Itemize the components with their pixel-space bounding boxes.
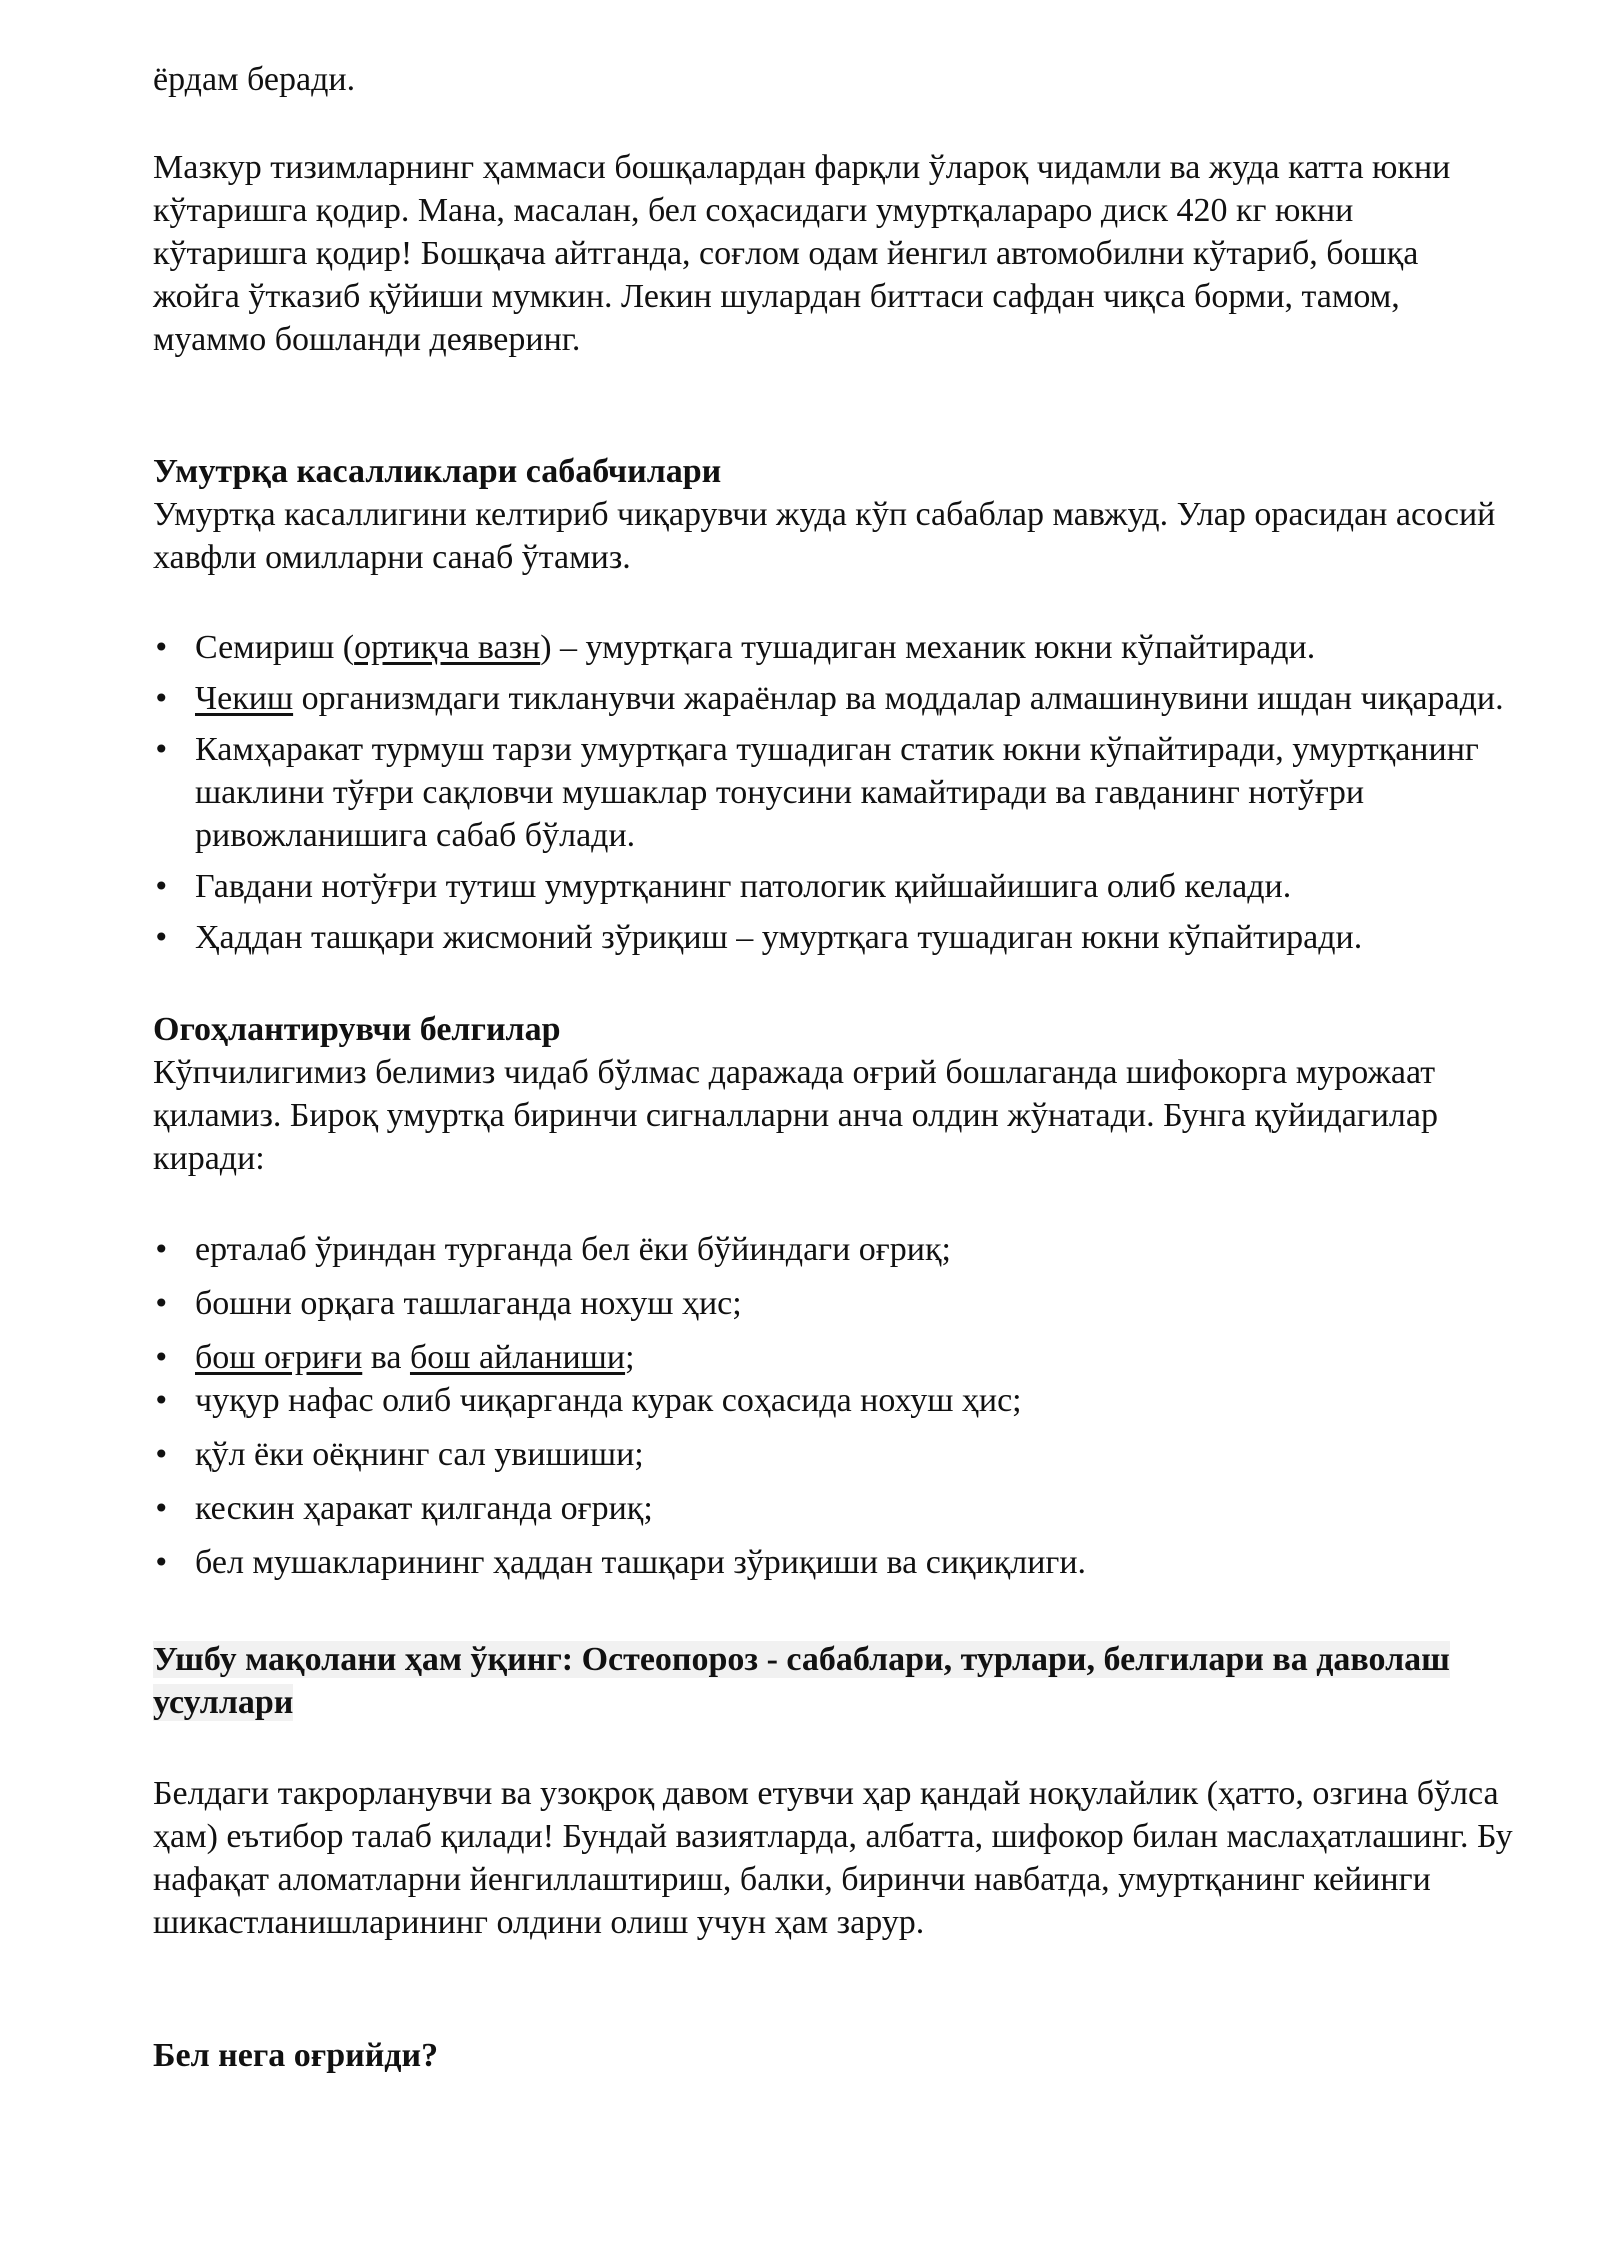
section-warning-signs	[153, 1008, 1513, 1180]
list-item-muscle-tension: • бел мушакларининг ҳаддан ташқари зўриқиши ва сиқиқлиги.	[153, 1541, 1513, 1584]
signs-list	[153, 1228, 1513, 1595]
heading-causes: Умутрқа касалликлари сабабчилари	[153, 453, 722, 490]
list-item-obesity	[153, 626, 1513, 669]
link-smoking[interactable]: Чекиш	[195, 680, 294, 717]
link-headache[interactable]: бош оғриғи	[195, 1339, 363, 1376]
list-item-text: Семириш (	[195, 629, 355, 666]
list-item-head-back: • бошни орқага ташлаганда нохуш ҳис;	[153, 1282, 1513, 1325]
causes-list	[153, 626, 1513, 967]
link-overweight[interactable]: ортиқча вазн	[354, 629, 541, 666]
heading-warning-signs: Огоҳлантирувчи белгилар	[153, 1011, 561, 1048]
list-item-posture: • Гавдани нотўғри тутиш умуртқанинг патологик қийшайишига олиб келади.	[153, 865, 1513, 908]
list-item-text: организмдаги тикланувчи жараёнлар ва моддалар алмашинувини ишдан чиқаради.	[293, 680, 1504, 717]
paragraph-spine-strength: Мазкур тизимларнинг ҳаммаси бошқалардан фарқли ўлароқ чидамли ва жуда катта юкни кўтаришга қодир. Мана, масалан, бел соҳасидаги умуртқалараро диск 420 кг юкни кўтаришга қодир! Бошқача айтганда, соғлом одам йенгил автомобилни кўтариб, бошқа жойга ўтказиб қўйиши мумкин. Лекин шулардан биттаси сафдан чиқса борми, тамом, муаммо бошланди деяверинг.	[153, 149, 1451, 358]
related-article[interactable]	[153, 1638, 1513, 1724]
list-item-numbness: • қўл ёки оёқнинг сал увишиши;	[153, 1433, 1513, 1476]
paragraph-advice: Белдаги такрорланувчи ва узоқроқ давом етувчи ҳар қандай ноқулайлик (ҳатто, озгина бўлса ҳам) еътибор талаб қилади! Бундай вазиятларда, албатта, шифокор билан маслаҳатлашинг. Бу нафақат аломатларни йенгиллаштириш, балки, биринчи навбатда, умуртқанинг кейинги шикастланишларининг олдини олиш учун ҳам зарур.	[153, 1775, 1513, 1941]
list-item-sedentary: • Камҳаракат турмуш тарзи умуртқага тушадиган статик юкни кўпайтиради, умуртқанинг шаклини тўғри сақловчи мушаклар тонусини камайтиради ва гавданинг нотўғри ривожланишига сабаб бўлади.	[153, 728, 1513, 857]
list-item-headache	[153, 1336, 1513, 1379]
list-item-breathing: • чуқур нафас олиб чиқарганда курак соҳасида нохуш ҳис;	[153, 1379, 1513, 1422]
list-item-smoking	[153, 677, 1513, 720]
heading-why-back-hurts: Бел нега оғрийди?	[153, 2037, 439, 2074]
list-item-morning-pain: • ерталаб ўриндан турганда бел ёки бўйиндаги оғриқ;	[153, 1228, 1513, 1271]
list-item-text: ва	[362, 1339, 410, 1376]
section-causes	[153, 450, 1513, 579]
link-dizziness[interactable]: бош айланиши	[409, 1339, 626, 1376]
related-article-link[interactable]: Ушбу мақолани ҳам ўқинг: Остеопороз - сабаблари, турлари, белгилари ва даволаш усуллари	[153, 1641, 1450, 1721]
paragraph-warning-intro: Кўпчилигимиз белимиз чидаб бўлмас даражада оғрий бошлаганда шифокорга мурожаат қиламиз. Бироқ умуртқа биринчи сигналларни анча олдин жўнатади. Бунга қуйидагилар киради:	[153, 1054, 1438, 1177]
list-item-overload: • Ҳаддан ташқари жисмоний зўриқиш – умуртқага тушадиган юкни кўпайтиради.	[153, 916, 1513, 959]
paragraph-continuation: ёрдам беради.	[153, 61, 356, 98]
list-item-text: ) – умуртқага тушадиган механик юкни кўпайтиради.	[540, 629, 1316, 666]
list-item-sharp-movement: • кескин ҳаракат қилганда оғриқ;	[153, 1487, 1513, 1530]
list-item-text: ;	[625, 1339, 635, 1376]
paragraph-causes-intro: Умуртқа касаллигини келтириб чиқарувчи жуда кўп сабаблар мавжуд. Улар орасидан асосий хавфли омилларни санаб ўтамиз.	[153, 496, 1496, 576]
